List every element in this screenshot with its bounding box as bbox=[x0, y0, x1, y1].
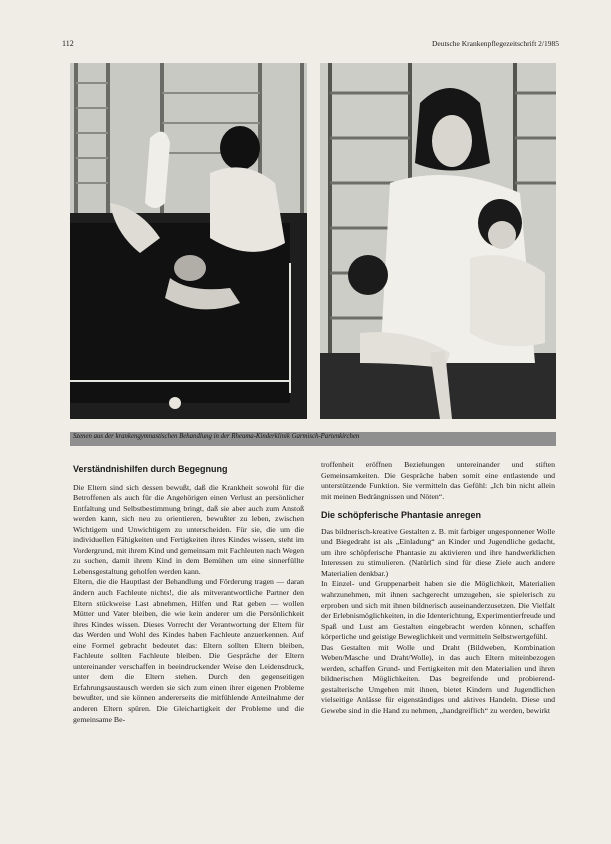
paragraph: In Einzel- und Gruppenarbeit haben sie die Möglichkeit, Materialien wahrzunehmen, mit ihnen sachgerecht umzugehen, sie spielerisch zu erproben und sich mit ihnen bildnerisch auseinanderzusetzen. Die Vielfalt der Erlebnismöglichkeiten, in die Identerichtung, Experimentierfreude und Spaß und Lust am Gestalten eingebracht werden können, schaffen körperliche und geistige Beweglichkeit und vermitteln Selbstwertgefühl. bbox=[321, 579, 555, 642]
right-column bbox=[321, 460, 555, 717]
paragraph: Das bildnerisch-kreative Gestalten z. B. mit farbiger ungesponnener Wolle und Biegedraht ist als „Einladung“ an Kinder und Jugendliche gedacht, um ihre schöpferische Phantasie zu aktivieren und ihre handwerklichen Interessen zu stimulieren. (Natürlich sind für diese Ziele auch andere Materialien denkbar.) bbox=[321, 526, 555, 578]
photo-therapy-ball bbox=[320, 63, 556, 419]
page-number: 112 bbox=[62, 39, 74, 48]
paragraph: Die Eltern sind sich dessen bewußt, daß die Krankheit sowohl für die Betroffenen als auch für die Angehörigen einen Verlust an persönlicher Entfaltung und Selbstbestimmung bringt, daß sie aber auch zum Anstoß werden kann, sich neu zu orientieren, bewußter zu leben, zwischen Wichtigem und Unwichtigem zu unterscheiden. Für sie, die um die individuellen Fähigkeiten und Fertigkeiten ihres Kindes wissen, steht im Vordergrund, mit ihrem Kind und gemeinsam mit Fachleuten nach Wegen zu suchen, damit ihrem Kind in dem Bemühen um eine sinnerfüllte Lebensgestaltung geholfen werden kann. bbox=[73, 482, 304, 576]
paragraph: troffenheit eröffnen Beziehungen untereinander und stiften Gemeinsamkeiten. Die Gespräche haben somit eine entlastende und unterstützende Funktion. Sie vermitteln das Gefühl: „Ich bin nicht allein mit meinen Bedrängnissen und Nöten“. bbox=[321, 460, 555, 501]
figure-caption: Szenen aus der krankengymnastischen Behandlung in der Rheuma-Kinderklinik Garmisch-Partenkirchen bbox=[73, 433, 360, 440]
section-heading-understanding: Verständnishilfen durch Begegnung bbox=[73, 464, 228, 474]
section-heading-creativity: Die schöpferische Phantasie anregen bbox=[321, 510, 482, 521]
paragraph: Eltern, die die Hauptlast der Behandlung und Förderung tragen — daran ändern auch Fachleute nichts!, die als mitverantwortliche Partner den Eltern stückweise Last abnehmen, Hilfen und Rat geben — wollen Mütter und Vater bleiben, die wie kein anderer um die Persönlichkeit ihres Kindes wissen. Dieses Vorrecht der Verantwortung der Eltern für das Werden und Wohl des Kindes haben Fachleute anzuerkennen. Auf eine Formel gebracht bedeutet das: Eltern sollten Eltern bleiben, Fachleute sollten Fachleute bleiben. Die Gespräche der Eltern untereinander verschaffen in beeindruckender Weise den Leidensdruck, unter dem die Eltern stehen. Durch den gegenseitigen Erfahrungsaustausch werden sie sich zum einen ihrer eigenen Probleme bewußter, und sie können andererseits die mitfühlende Anteilnahme der anderen Eltern spüren. Die Gleichartigkeit der Probleme und die gemeinsame Be- bbox=[73, 577, 304, 724]
paragraph: Das Gestalten mit Wolle und Draht (Bildweben, Kombination Weben/Masche und Draht/Wolle), in das auch Eltern miteinbezogen werden, schaffen Grund- und Fertigkeiten mit den Materialien und ihren bildnerischen Möglichkeiten. Das begreifende und probierend-gestalterische Umgehen mit ihnen, bietet Kindern und Jugendlichen vielseitige Anlässe für eigenständiges und aktives Handeln. Diese und Gewebe sind in die Hand zu nehmen, „handgreiflich“ zu werden, bewirkt bbox=[321, 642, 555, 716]
photo-therapy-floor bbox=[70, 63, 307, 419]
left-column bbox=[73, 458, 304, 725]
journal-title: Deutsche Krankenpflegezeitschrift 2/1985 bbox=[431, 39, 559, 48]
